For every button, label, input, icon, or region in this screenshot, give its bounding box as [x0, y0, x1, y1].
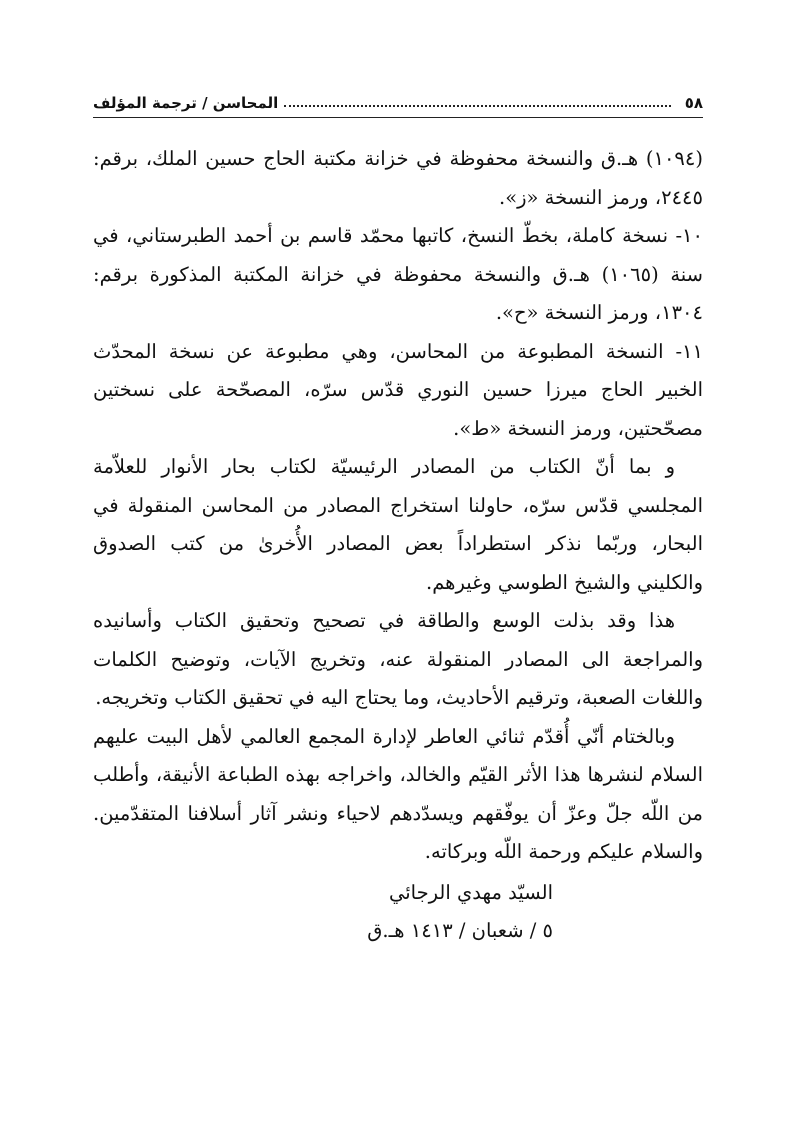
running-title: المحاسن / ترجمة المؤلف [93, 94, 279, 112]
paragraph: ١١- النسخة المطبوعة من المحاسن، وهي مطبوعة عن نسخة المحدّث الخبير الحاج ميرزا حسين النوري قدّس سرّه، المصحّحة على نسختين مصحّحتين، ورمز النسخة «ط». [93, 339, 703, 440]
paragraph: وبالختام أنّي أُقدّم ثنائي العاطر لإدارة المجمع العالمي لأهل البيت عليهم السلام لنشرها هذا الأثر القيّم والخالد، واخراجه بهذه الطباعة الأنيقة، وأطلب من اللّه جلّ وعزّ أن يوفّقهم ويسدّدهم لاحياء ونشر آثار أسلافنا المتقدّمين. والسلام عليكم ورحمة اللّه وبركاته. [93, 724, 703, 863]
paragraph: (١٠٩٤) هـ.ق والنسخة محفوظة في خزانة مكتبة الحاج حسين الملك، برقم: ٢٤٤٥، ورمز النسخة «ز». [93, 147, 703, 209]
page-body [93, 140, 703, 951]
paragraph: و بما أنّ الكتاب من المصادر الرئيسيّة لكتاب بحار الأنوار للعلاّمة المجلسي قدّس سرّه، حاولنا استخراج المصادر من المحاسن المنقولة في البحار، وربّما نذكر استطراداً بعض المصادر الأُخرىٰ من كتب الصدوق والكليني والشيخ الطوسي وغيرهم. [93, 455, 703, 594]
page-number: ٥٨ [684, 94, 703, 112]
signature-date: ٥ / شعبان / ١٤١٣ هـ.ق [367, 919, 553, 942]
header-dot-leader [284, 105, 670, 107]
page-header [93, 86, 703, 112]
paragraph: ١٠- نسخة كاملة، بخطّ النسخ، كاتبها محمّد قاسم بن أحمد الطبرستاني، في سنة (١٠٦٥) هـ.ق والنسخة محفوظة في خزانة المكتبة المذكورة برقم: ١٣٠٤، ورمز النسخة «ح». [93, 224, 704, 324]
signature-block [93, 874, 703, 951]
signature-name: السيّد مهدي الرجائي [389, 880, 553, 904]
header-rule [93, 117, 703, 118]
paragraph: هذا وقد بذلت الوسع والطاقة في تصحيح وتحقيق الكتاب وأسانيده والمراجعة الى المصادر المنقولة عنه، وتخريج الآيات، وتوضيح الكلمات واللغات الصعبة، وترقيم الأحاديث، وما يحتاج اليه في تحقيق الكتاب وتخريجه. [93, 609, 703, 709]
book-page [93, 0, 703, 1128]
